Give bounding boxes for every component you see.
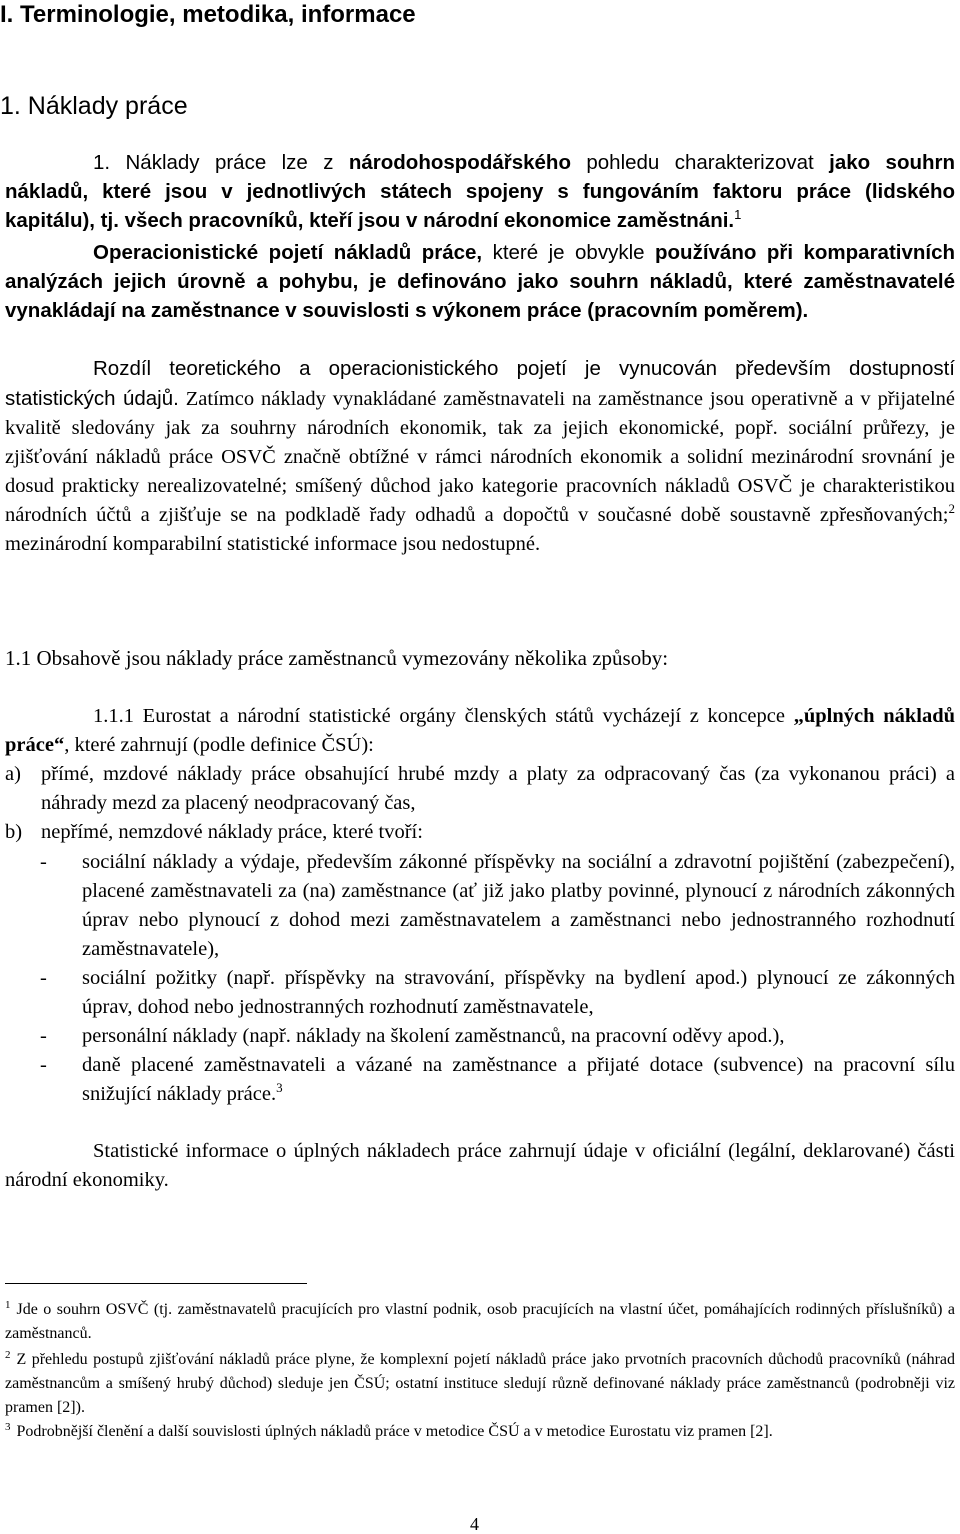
footnote-ref-2[interactable]: 2: [948, 501, 955, 517]
p1-text-1: 1. Náklady práce lze z: [93, 151, 349, 174]
paragraph-operational: [5, 238, 955, 325]
s111-text-2: , které zahrnují (podle definice ČSÚ):: [64, 734, 374, 756]
footnote-ref-1[interactable]: 1: [734, 207, 742, 223]
p1-bold-1: národohospodářského: [348, 151, 571, 174]
dash-marker: -: [40, 967, 47, 989]
dash-item-taxes-text: daně placené zaměstnavateli a vázané na zaměstnance a přijaté dotace (subvence) na pracovní sílu snižující náklady práce.: [82, 1054, 955, 1105]
p3-text-2: mezinárodní komparabilní statistické informace jsou nedostupné.: [5, 533, 541, 555]
footnote-text: Z přehledu postupů zjišťování nákladů práce plyne, že komplexní pojetí nákladů práce jako prvotních pracovních důchodů pracovníků (náhrad zaměstnancům a smíšený hrubý důchod) sleduje jen ČSÚ; ostatní instituce sledují různě definované náklady práce zaměstnanců (podrobněji viz pramen [2]).: [5, 1351, 955, 1416]
footnote-text: Jde o souhrn OSVČ (tj. zaměstnavatelů pracujících pro vlastní podnik, osob pracujících na vlastní účet, pomáhajících rodinných příslušníků) a zaměstnanců.: [5, 1301, 955, 1342]
dash-item-personnel-costs: personální náklady (např. náklady na školení zaměstnanců, na pracovní oděvy apod.),: [82, 1025, 785, 1047]
footnote-number: 3: [5, 1420, 11, 1433]
p2-text-1: které je obvykle: [482, 241, 656, 264]
dash-item-social-costs: sociální náklady a výdaje, především zákonné příspěvky na sociální a zdravotní pojištění (zabezpečení), placené zaměstnavateli za (na) zaměstnance (ať již jako platby povinné, plynoucí z národních zákonných úprav nebo plynoucí z dohod mezi zaměstnavatelem a zaměstnanci nebo jednostranného rozhodnutí zaměstnavatele),: [82, 851, 955, 960]
paragraph-difference: [5, 354, 955, 559]
item-b-text: nepřímé, nemzdové náklady práce, které tvoří:: [41, 821, 423, 843]
footnote-number: 1: [5, 1298, 11, 1311]
p1-bold-2: jako souhrn nákladů, které jsou v jednotlivých státech spojeny s fungováním faktoru práce (lidského kapitálu), tj. všech pracovníků, kteří jsou v národní ekonomice zaměstnáni.: [5, 151, 956, 232]
footnote-separator: [5, 1283, 307, 1284]
p2-bold-1: Operacionistické pojetí nákladů práce,: [93, 241, 483, 264]
p1-text-2: pohledu charakterizovat: [570, 151, 830, 174]
p3-text-1: Zatímco náklady vynakládané zaměstnavateli na zaměstnance jsou operativně a v přijatelné kvalitě sledovány jak za souhrny národních ekonomik, tak za jejich ekonomické, popř. sociální průřezy, je zjišťování nákladů práce OSVČ značně obtížné v rámci národních ekonomik a solidní mezinárodní srovnání je dosud prakticky nerealizovatelné; smíšený důchod jako kategorie pracovních nákladů OSVČ je charakteristikou národních účtů a zjišťuje se na podkladě řady odhadů a dopočtů v současné době soustavně zpřesňovaných;: [5, 388, 955, 526]
item-b-label: b): [5, 821, 23, 843]
footnote-number: 2: [5, 1348, 11, 1361]
subsection-1-1-1: [5, 702, 955, 760]
dash-marker: -: [40, 851, 47, 873]
dash-marker: -: [40, 1025, 47, 1047]
item-a-text: přímé, mzdové náklady práce obsahující hrubé mzdy a platy za odpracovaný čas (za vykonanou práci) a náhrady mezd za placený neodpracovaný čas,: [41, 763, 955, 814]
footnote-text: Podrobnější členění a další souvislosti úplných nákladů práce v metodice ČSÚ a v metodice Eurostatu viz pramen [2].: [16, 1423, 773, 1440]
p3-sans-text: Rozdíl teoretického a operacionistického pojetí je vynucován především dostupností statistických údajů.: [5, 357, 955, 410]
footnote-3: [5, 1420, 955, 1444]
section-title: 1. Náklady práce: [0, 92, 188, 120]
dash-marker: -: [40, 1054, 47, 1076]
footnote-1: [5, 1298, 955, 1346]
subsection-1-1: 1.1 Obsahově jsou náklady práce zaměstnanců vymezovány několika způsoby:: [5, 646, 669, 670]
paragraph-definition: [5, 148, 955, 235]
dash-item-taxes: [82, 1051, 955, 1109]
footnote-2: [5, 1348, 955, 1420]
item-a-label: a): [5, 763, 21, 785]
paragraph-statistics: Statistické informace o úplných nákladech práce zahrnují údaje v oficiální (legální, deklarované) části národní ekonomiky.: [5, 1140, 955, 1191]
s111-bold: „úplných nákladů práce“: [5, 705, 955, 756]
chapter-title: I. Terminologie, metodika, informace: [0, 1, 416, 28]
p2-bold-2: používáno při komparativních analýzách jejich úrovně a pohybu, je definováno jako souhrn nákladů, které zaměstnavatelé vynakládají na zaměstnance v souvislosti s výkonem práce (pracovním poměrem).: [5, 241, 956, 322]
footnote-ref-3[interactable]: 3: [276, 1080, 283, 1096]
page-number: 4: [470, 1514, 479, 1534]
dash-item-social-benefits: sociální požitky (např. příspěvky na stravování, příspěvky na bydlení apod.) plynoucí ze zákonných úprav, dohod nebo jednostranných rozhodnutí zaměstnavatele,: [82, 967, 955, 1018]
s111-text-1: 1.1.1 Eurostat a národní statistické orgány členských států vycházejí z koncepce: [93, 705, 794, 727]
